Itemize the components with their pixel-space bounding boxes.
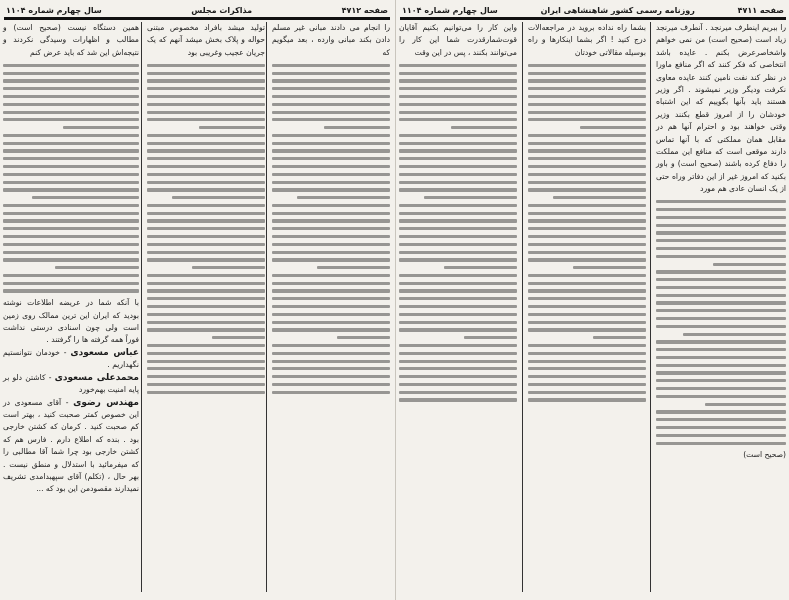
text-line — [272, 305, 390, 308]
text-line — [272, 134, 390, 137]
page-number: صفحه ۴۷۱۱ — [737, 5, 784, 15]
header-rule — [400, 17, 786, 20]
page-header — [6, 4, 388, 16]
text-line — [656, 317, 786, 320]
text-line — [399, 212, 517, 215]
text-line — [528, 305, 646, 308]
text-line — [272, 367, 390, 370]
speaker-name: مهندس رضوی — [73, 397, 140, 408]
text-line — [3, 243, 139, 246]
text-line — [399, 352, 517, 355]
column-text: همین دستگاه نیست (صحیح است) و مطالب و اظهارات وسیدگی نکردند و نتیجه‌اش این شد که باید عرض کنم — [3, 23, 139, 57]
text-line — [272, 321, 390, 324]
text-line — [272, 118, 390, 121]
text-line — [172, 196, 265, 199]
text-line — [272, 360, 390, 363]
text-line — [147, 344, 265, 347]
text-line — [573, 266, 646, 269]
column-text: واین کار را می‌توانیم بکنیم آقایان قوت‌شمارقدرت شما این کار را می‌توانند بکنند ، پس در این وقت — [399, 23, 517, 57]
text-line — [3, 87, 139, 90]
text-line — [272, 204, 390, 207]
text-line — [147, 321, 265, 324]
text-line — [705, 403, 786, 406]
text-line — [399, 391, 517, 394]
illegible-text-block — [272, 64, 390, 394]
text-line — [528, 367, 646, 370]
page-header — [402, 4, 784, 16]
text-line — [147, 219, 265, 222]
text-line — [399, 142, 517, 145]
text-line — [147, 173, 265, 176]
text-line — [399, 383, 517, 386]
text-line — [272, 352, 390, 355]
column-2 — [144, 22, 268, 594]
text-line — [272, 328, 390, 331]
text-line — [399, 367, 517, 370]
text-line — [147, 305, 265, 308]
text-line — [656, 434, 786, 437]
text-line — [3, 274, 139, 277]
text-line — [147, 282, 265, 285]
text-line — [399, 165, 517, 168]
text-line — [3, 95, 139, 98]
text-line — [528, 251, 646, 254]
text-line — [656, 239, 786, 242]
text-line — [399, 328, 517, 331]
text-line — [424, 196, 517, 199]
column-text: (صحیح است) — [743, 450, 786, 460]
speaker-name: محمدعلی مسعودی — [54, 372, 139, 383]
text-line — [272, 173, 390, 176]
text-line — [272, 282, 390, 285]
text-line — [528, 321, 646, 324]
text-line — [147, 297, 265, 300]
text-line — [399, 227, 517, 230]
column-text: را ببریم اینطرف میرنجد . آنطرف میرنجد زیاد است (صحیح است) من نمی خواهم واشخاصرعرض بکنم . عایده باشد انتخاصی که فکر کنند که اگر منافع ماورا در نظر کند نفت نامین کنند عایده معاوی نکرفت ودیگر وزیر نمیشوند . اگر وزیر هستند باید بآنها بگوییم که این اشتباه خودشان را از امروز قطع بکنند وزیر وقتی خواهند بود و احترام آنها هم در مقابل همان مملکتی که با آنها تماس دارند موقعی است که منافع این مملکت را دفاع کرده باشند (صحیح است) و باور بکنید که امروز غیر از این دفاتر وراه حتی از یک انسان عادی هم مورد — [656, 23, 786, 194]
text-line — [147, 289, 265, 292]
column-2 — [525, 22, 649, 594]
page-number: صفحه ۴۷۱۲ — [341, 5, 388, 15]
text-line — [528, 344, 646, 347]
text-line — [399, 188, 517, 191]
text-line — [528, 258, 646, 261]
text-line — [399, 95, 517, 98]
text-line — [147, 360, 265, 363]
text-line — [399, 118, 517, 121]
text-line — [147, 367, 265, 370]
text-line — [464, 336, 517, 339]
text-line — [147, 227, 265, 230]
text-line — [317, 266, 390, 269]
text-line — [656, 340, 786, 343]
text-line — [63, 126, 139, 129]
text-line — [528, 328, 646, 331]
text-line — [147, 258, 265, 261]
text-line — [656, 294, 786, 297]
text-line — [272, 188, 390, 191]
text-line — [528, 360, 646, 363]
text-line — [272, 344, 390, 347]
text-line — [272, 149, 390, 152]
text-line — [399, 297, 517, 300]
text-line — [399, 204, 517, 207]
text-line — [528, 274, 646, 277]
text-line — [399, 360, 517, 363]
text-line — [528, 391, 646, 394]
text-line — [399, 181, 517, 184]
text-line — [3, 251, 139, 254]
text-line — [528, 157, 646, 160]
text-line — [528, 289, 646, 292]
text-line — [3, 118, 139, 121]
text-line — [147, 64, 265, 67]
text-line — [528, 375, 646, 378]
text-line — [272, 258, 390, 261]
text-line — [199, 126, 265, 129]
text-line — [147, 251, 265, 254]
text-line — [3, 142, 139, 145]
column-3 — [653, 22, 789, 594]
text-line — [528, 173, 646, 176]
column-text: بشما راه نداده بروید در مراجعه‌الات درج کنید ! اگر بشما اینکارها و راه بوسیله مقالاتی خودتان — [528, 23, 646, 57]
text-line — [399, 157, 517, 160]
text-line — [272, 212, 390, 215]
text-line — [3, 258, 139, 261]
text-line — [3, 157, 139, 160]
text-line — [3, 282, 139, 285]
text-line — [147, 181, 265, 184]
text-line — [272, 313, 390, 316]
text-line — [528, 297, 646, 300]
text-line — [147, 328, 265, 331]
text-line — [147, 157, 265, 160]
text-line — [147, 352, 265, 355]
text-line — [147, 274, 265, 277]
text-line — [272, 274, 390, 277]
text-line — [147, 391, 265, 394]
text-line — [272, 243, 390, 246]
text-line — [656, 247, 786, 250]
text-line — [147, 95, 265, 98]
text-line — [147, 235, 265, 238]
text-line — [337, 336, 390, 339]
text-line — [528, 243, 646, 246]
text-line — [3, 149, 139, 152]
text-line — [147, 118, 265, 121]
issue-number: سال چهارم شماره ۱۱۰۴ — [6, 5, 102, 15]
text-line — [528, 79, 646, 82]
text-line — [656, 348, 786, 351]
text-line — [656, 208, 786, 211]
text-line — [3, 227, 139, 230]
text-line — [399, 258, 517, 261]
text-line — [528, 282, 646, 285]
text-line — [399, 72, 517, 75]
text-line — [272, 181, 390, 184]
text-line — [528, 95, 646, 98]
speaker-name: عباس مسعودی — [70, 347, 139, 358]
text-line — [272, 95, 390, 98]
column-divider — [266, 22, 267, 592]
text-line — [147, 103, 265, 106]
text-line — [528, 64, 646, 67]
column-text: تولید میشد بافراد مخصوص مبتنی حواله و پلاک بخش میشد آنهم که یک جریان عجیب وغریبی بود — [147, 23, 265, 57]
text-line — [32, 196, 139, 199]
text-line — [656, 255, 786, 258]
text-line — [713, 263, 786, 266]
text-line — [272, 235, 390, 238]
text-line — [656, 325, 786, 328]
text-line — [528, 181, 646, 184]
text-line — [3, 103, 139, 106]
illegible-text-block — [399, 64, 517, 402]
text-line — [272, 227, 390, 230]
text-line — [528, 398, 646, 401]
text-line — [3, 235, 139, 238]
text-line — [528, 227, 646, 230]
text-line — [147, 383, 265, 386]
text-line — [272, 391, 390, 394]
text-line — [147, 72, 265, 75]
text-line — [656, 278, 786, 281]
text-line — [399, 344, 517, 347]
text-line — [528, 87, 646, 90]
text-line — [399, 87, 517, 90]
speaker-text: - کاشتن دلو بر پایه امنیت بهم‌خورد — [3, 372, 139, 395]
text-line — [192, 266, 265, 269]
text-line — [528, 111, 646, 114]
text-line — [399, 398, 517, 401]
text-line — [656, 395, 786, 398]
text-line — [399, 282, 517, 285]
speaker-paragraph — [3, 397, 139, 496]
text-line — [656, 356, 786, 359]
text-line — [656, 410, 786, 413]
text-line — [656, 286, 786, 289]
text-line — [399, 243, 517, 246]
illegible-text-block — [147, 64, 265, 394]
text-line — [399, 111, 517, 114]
text-line — [147, 375, 265, 378]
column-divider — [522, 22, 523, 592]
text-line — [399, 103, 517, 106]
text-line — [3, 219, 139, 222]
column-divider — [141, 22, 142, 592]
text-line — [451, 126, 517, 129]
illegible-text-block — [3, 64, 139, 293]
text-line — [147, 165, 265, 168]
text-line — [3, 72, 139, 75]
issue-number: سال چهارم شماره ۱۱۰۴ — [402, 5, 498, 15]
text-line — [528, 118, 646, 121]
illegible-text-block — [656, 200, 786, 444]
text-line — [528, 313, 646, 316]
text-line — [399, 313, 517, 316]
text-line — [656, 442, 786, 445]
text-line — [147, 142, 265, 145]
text-line — [399, 305, 517, 308]
section-title: روزنامه رسمی کشور شاهنشاهی ایران — [540, 5, 695, 15]
text-line — [528, 142, 646, 145]
text-line — [3, 173, 139, 176]
text-line — [399, 64, 517, 67]
text-line — [399, 219, 517, 222]
text-line — [683, 333, 786, 336]
text-line — [147, 134, 265, 137]
text-line — [3, 289, 139, 292]
text-line — [147, 149, 265, 152]
text-line — [656, 426, 786, 429]
text-line — [147, 313, 265, 316]
text-line — [656, 418, 786, 421]
text-line — [272, 289, 390, 292]
text-line — [272, 103, 390, 106]
column-text: را انجام می دادند مبانی غیر مسلم دادن بکند مبانی وارده ، بعد میگویم که — [272, 23, 390, 57]
text-line — [528, 383, 646, 386]
text-line — [3, 64, 139, 67]
speaker-paragraph — [3, 372, 139, 397]
text-line — [212, 336, 265, 339]
text-line — [147, 188, 265, 191]
text-line — [399, 79, 517, 82]
text-line — [656, 309, 786, 312]
text-line — [324, 126, 390, 129]
column-text: با آنکه شما در عریضه اطلاعات نوشته بودید که ایران این ترین ممالک روی زمین است ولی چون اسنادی درستی نداشت فوراً همه گرفته ها را گرفتند . — [3, 298, 139, 345]
text-line — [528, 103, 646, 106]
text-line — [272, 79, 390, 82]
text-line — [528, 212, 646, 215]
text-line — [272, 64, 390, 67]
text-line — [528, 219, 646, 222]
header-rule — [4, 17, 390, 20]
right-page — [395, 0, 789, 600]
text-line — [147, 111, 265, 114]
text-line — [147, 212, 265, 215]
text-line — [656, 200, 786, 203]
text-line — [272, 111, 390, 114]
text-line — [272, 165, 390, 168]
text-line — [656, 371, 786, 374]
text-line — [272, 251, 390, 254]
text-line — [444, 266, 517, 269]
column-divider — [650, 22, 651, 592]
text-line — [147, 204, 265, 207]
text-line — [3, 111, 139, 114]
text-line — [3, 204, 139, 207]
speaker-text: - آقای مسعودی در این خصوص کمتر صحبت کنید ، بهتر است کم صحبت کنید . کرمان که کشتن خارجی بود . بنده که اطلاع دارم . فارس هم که کشتن خارجی بود چرا شما آقا مطالبی را که میفرمائید با استدلال و منطق نیست . بهر حال ، (تکلم) آقای سپهبدامدی تشریف نمیدارند مقصودمن این بود که ... — [3, 397, 139, 494]
text-line — [528, 149, 646, 152]
text-line — [528, 352, 646, 355]
text-line — [399, 321, 517, 324]
text-line — [272, 297, 390, 300]
text-line — [580, 126, 646, 129]
text-line — [656, 231, 786, 234]
text-line — [3, 212, 139, 215]
text-line — [399, 235, 517, 238]
text-line — [656, 379, 786, 382]
text-line — [3, 79, 139, 82]
text-line — [55, 266, 139, 269]
text-line — [272, 72, 390, 75]
text-line — [656, 301, 786, 304]
speaker-paragraph — [3, 347, 139, 372]
text-line — [656, 224, 786, 227]
column-1 — [0, 22, 142, 594]
text-line — [3, 165, 139, 168]
text-line — [528, 72, 646, 75]
text-line — [147, 79, 265, 82]
text-line — [553, 196, 646, 199]
section-title: مذاکرات مجلس — [191, 5, 253, 15]
text-line — [528, 134, 646, 137]
text-line — [272, 157, 390, 160]
text-line — [399, 375, 517, 378]
text-line — [528, 235, 646, 238]
text-line — [399, 173, 517, 176]
column-3 — [269, 22, 393, 594]
text-line — [272, 219, 390, 222]
text-line — [656, 387, 786, 390]
text-line — [399, 289, 517, 292]
column-1 — [396, 22, 520, 594]
text-line — [528, 165, 646, 168]
text-line — [272, 383, 390, 386]
text-line — [656, 216, 786, 219]
text-line — [528, 188, 646, 191]
text-line — [399, 274, 517, 277]
text-line — [3, 181, 139, 184]
text-line — [3, 134, 139, 137]
text-line — [528, 204, 646, 207]
text-line — [147, 243, 265, 246]
text-line — [656, 364, 786, 367]
text-line — [147, 87, 265, 90]
text-line — [272, 142, 390, 145]
text-line — [399, 251, 517, 254]
left-page — [0, 0, 394, 600]
illegible-text-block — [528, 64, 646, 402]
text-line — [656, 270, 786, 273]
text-line — [272, 375, 390, 378]
text-line — [593, 336, 646, 339]
text-line — [399, 149, 517, 152]
text-line — [3, 188, 139, 191]
text-line — [297, 196, 390, 199]
text-line — [399, 134, 517, 137]
speaker-text: - خودمان نتوانستیم نگهداریم . — [3, 347, 139, 370]
text-line — [272, 87, 390, 90]
